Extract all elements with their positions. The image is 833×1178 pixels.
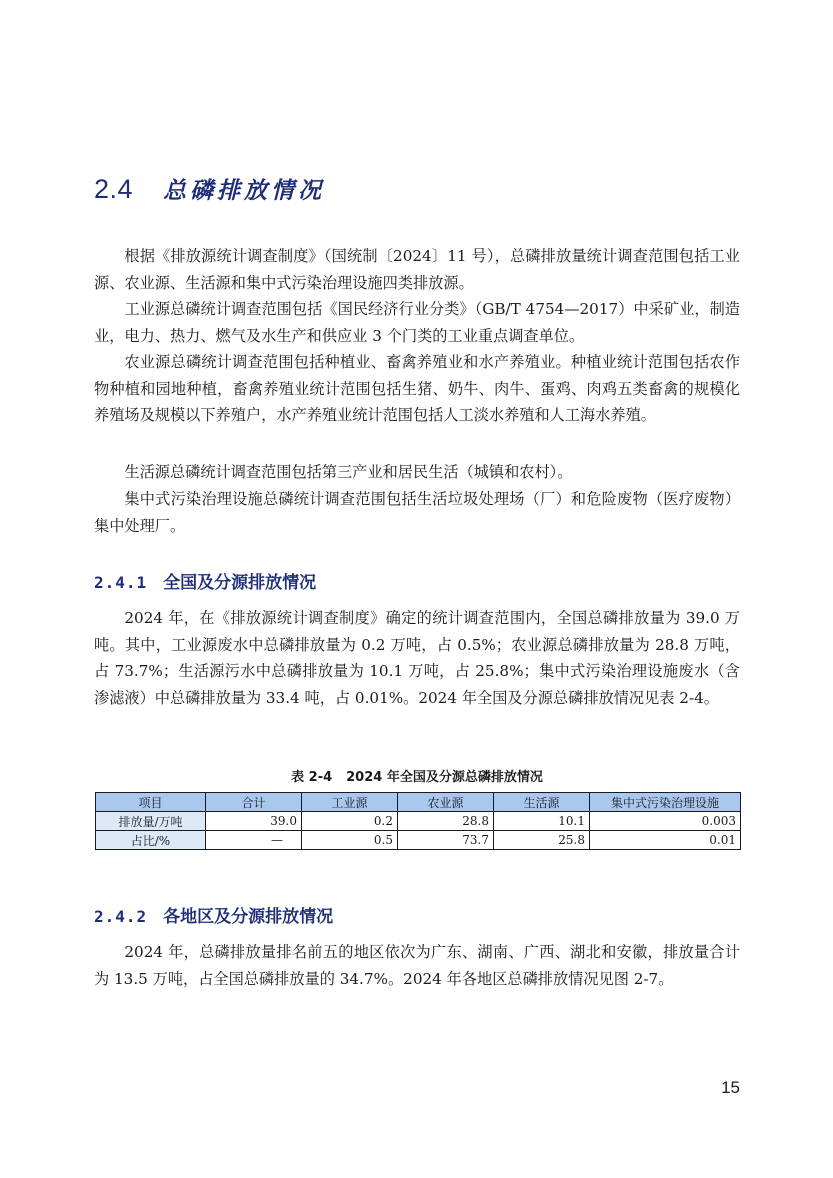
table-header-cell: 集中式污染治理设施 <box>590 793 741 812</box>
page-number: 15 <box>721 1078 740 1097</box>
table-row <box>96 812 741 831</box>
table-caption-title: 2024 年全国及分源总磷排放情况 <box>346 770 543 785</box>
section-heading <box>94 172 325 205</box>
paragraph-regional-summary: 2024 年，总磷排放量排名前五的地区依次为广东、湖南、广西、湖北和安徽，排放量合计为 13.5 万吨，占全国总磷排放量的 34.7%。2024 年各地区总磷排放情况见图 2-7。 <box>94 943 740 988</box>
subsection-title-1: 全国及分源排放情况 <box>163 573 317 593</box>
subsection-number-2: 2.4.2 <box>94 907 148 926</box>
table-cell: 25.8 <box>494 831 590 850</box>
section-title: 总磷排放情况 <box>163 178 326 204</box>
table-header-cell: 工业源 <box>302 793 398 812</box>
subsection-heading-1 <box>94 568 316 593</box>
table-cell: 39.0 <box>206 812 302 831</box>
row-label: 排放量/万吨 <box>96 812 206 831</box>
table-row <box>96 831 741 850</box>
paragraph-domestic: 生活源总磷统计调查范围包括第三产业和居民生活（城镇和农村）。 <box>124 463 573 481</box>
paragraph-scope: 根据《排放源统计调查制度》（国统制〔2024〕11 号），总磷排放量统计调查范围包括工业源、农业源、生活源和集中式污染治理设施四类排放源。 <box>94 247 740 292</box>
table-cell: 0.003 <box>590 812 741 831</box>
row-label: 占比/% <box>96 831 206 850</box>
table-header-cell: 合计 <box>206 793 302 812</box>
subsection-heading-2 <box>94 902 333 927</box>
table-header-cell: 生活源 <box>494 793 590 812</box>
subsection-title-2: 各地区及分源排放情况 <box>163 907 334 927</box>
table-header-cell: 项目 <box>96 793 206 812</box>
emission-table <box>95 792 741 850</box>
table-cell: 0.5 <box>302 831 398 850</box>
paragraph-national-summary: 2024 年，在《排放源统计调查制度》确定的统计调查范围内，全国总磷排放量为 39.0 万吨。其中，工业源废水中总磷排放量为 0.2 万吨，占 0.5%；农业源总磷排放量为 28.8 万吨，占 73.7%；生活源污水中总磷排放量为 10.1 万吨，占 25.8%；集中式污染治理设施废水（含渗滤液）中总磷排放量为 33.4 吨，占 0.01%。2024 年全国及分源总磷排放情况见表 2-4。 <box>94 609 740 707</box>
table-cell: 28.8 <box>398 812 494 831</box>
table-cell: 73.7 <box>398 831 494 850</box>
table-cell: 0.01 <box>590 831 741 850</box>
table-cell: — <box>206 831 302 850</box>
table-header-cell: 农业源 <box>398 793 494 812</box>
table-caption <box>94 766 740 785</box>
paragraph-agricultural: 农业源总磷统计调查范围包括种植业、畜禽养殖业和水产养殖业。种植业统计范围包括农作物种植和园地种植，畜禽养殖业统计范围包括生猪、奶牛、肉牛、蛋鸡、肉鸡五类畜禽的规模化养殖场及规模以下养殖户，水产养殖业统计范围包括人工淡水养殖和人工海水养殖。 <box>94 353 740 424</box>
subsection-number-1: 2.4.1 <box>94 573 148 592</box>
table-header-row <box>96 793 741 812</box>
table-cell: 10.1 <box>494 812 590 831</box>
table-caption-id: 表 2-4 <box>291 770 333 785</box>
paragraph-centralized: 集中式污染治理设施总磷统计调查范围包括生活垃圾处理场（厂）和危险废物（医疗废物）集中处理厂。 <box>94 490 740 535</box>
paragraph-industrial: 工业源总磷统计调查范围包括《国民经济行业分类》（GB/T 4754—2017）中采矿业，制造业，电力、热力、燃气及水生产和供应业 3 个门类的工业重点调查单位。 <box>94 300 740 345</box>
table-cell: 0.2 <box>302 812 398 831</box>
section-number: 2.4 <box>94 174 134 204</box>
